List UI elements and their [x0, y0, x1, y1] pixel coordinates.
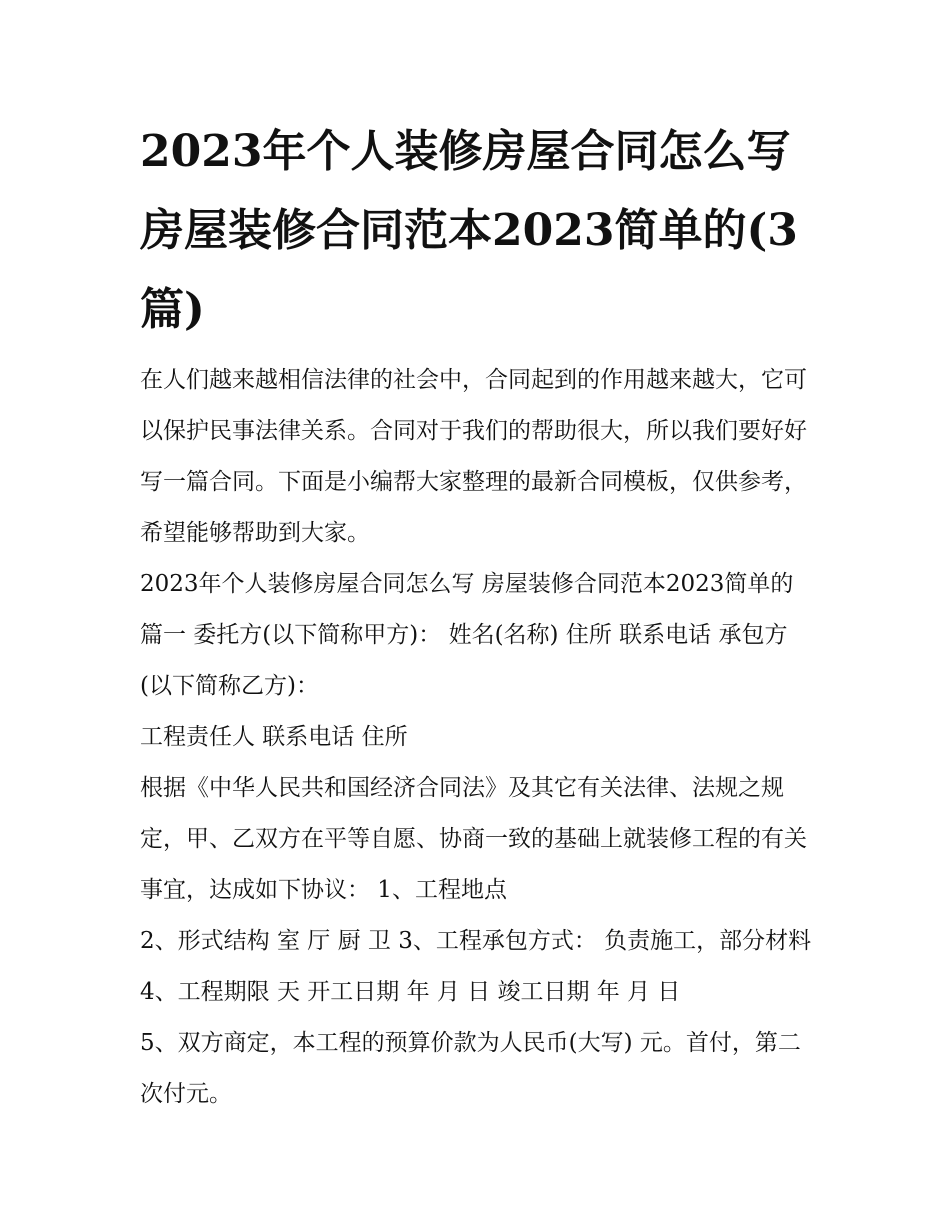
paragraph-parties: 2023年个人装修房屋合同怎么写 房屋装修合同范本2023简单的篇一 委托方(以下简称甲方)： 姓名(名称) 住所 联系电话 承包方(以下简称乙方)：: [140, 571, 794, 699]
document-body: [140, 112, 815, 1120]
paragraph-price: 5、双方商定，本工程的预算价款为人民币(大写) 元。首付，第二次付元。: [140, 1030, 801, 1107]
paragraph-basis: 根据《中华人民共和国经济合同法》及其它有关法律、法规之规定，甲、乙双方在平等自愿、协商一致的基础上就装修工程的有关事宜，达成如下协议： 1、工程地点: [140, 775, 807, 903]
document-title: 2023年个人装修房屋合同怎么写 房屋装修合同范本2023简单的(3篇): [140, 126, 798, 335]
paragraph-structure: 2、形式结构 室 厅 厨 卫 3、工程承包方式： 负责施工，部分材料 4、工程期限 天 开工日期 年 月 日 竣工日期 年 月 日: [140, 928, 812, 1005]
paragraph-intro: 在人们越来越相信法律的社会中，合同起到的作用越来越大，它可以保护民事法律关系。合同对于我们的帮助很大，所以我们要好好写一篇合同。下面是小编帮大家整理的最新合同模板，仅供参考，希望能够帮助到大家。: [140, 367, 807, 546]
paragraph-engineer: 工程责任人 联系电话 住所: [140, 724, 408, 750]
